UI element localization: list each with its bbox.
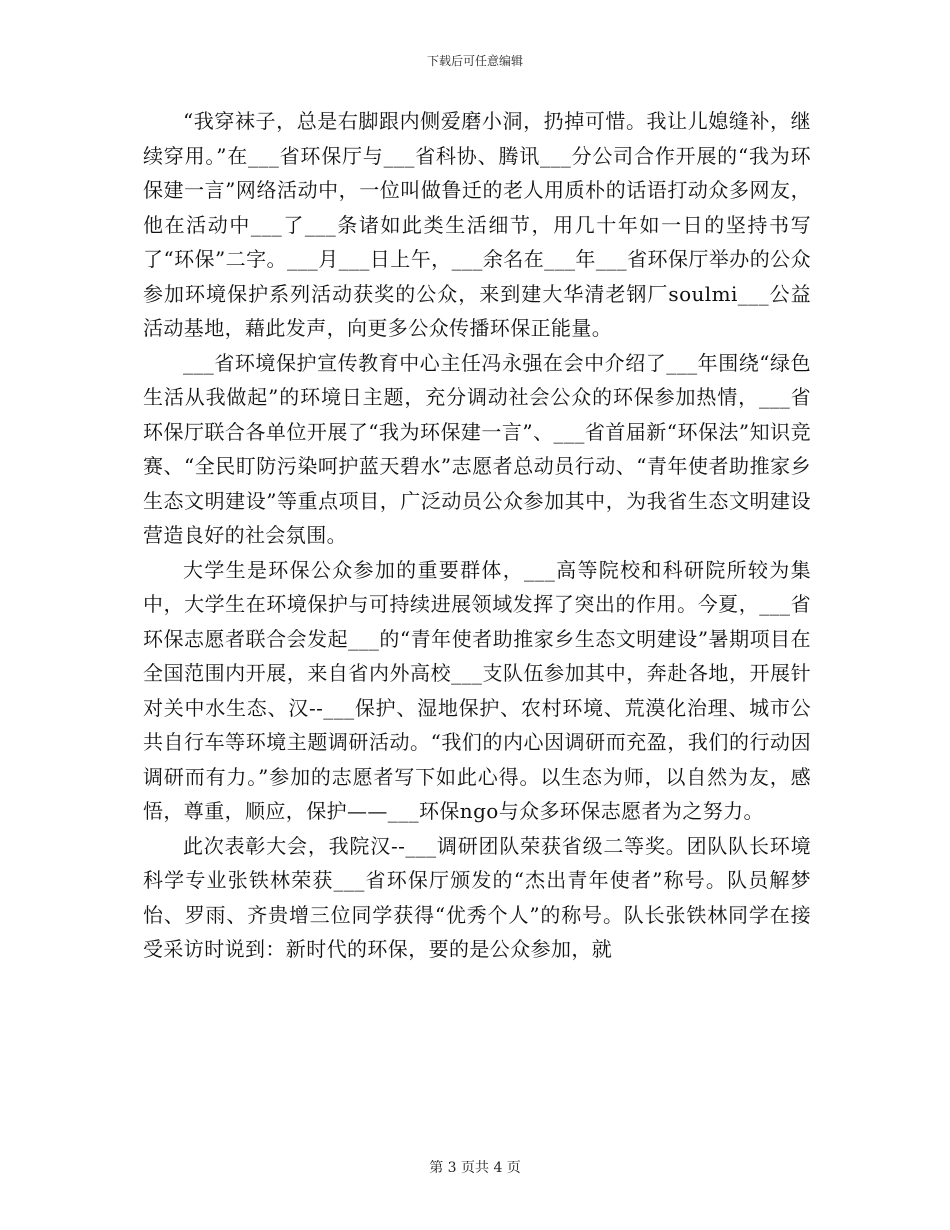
paragraph-4: 此次表彰大会，我院汉--___调研团队荣获省级二等奖。团队队长环境科学专业张铁林荣获___省环保厅颁发的“杰出青年使者”称号。队员解梦怡、罗雨、齐贵增三位同学获得“优秀个人”的称号。队长张铁林同学在接受采访时说到：新时代的环保，要的是公众参加，就 [143,833,811,961]
paragraph-3: 大学生是环保公众参加的重要群体，___高等院校和科研院所较为集中，大学生在环境保护与可持续进展领域发挥了突出的作用。今夏，___省环保志愿者联合会发起___的“青年使者助推家乡生态文明建设”暑期项目在全国范围内开展，来自省内外高校___支队伍参加其中，奔赴各地，开展针对关中水生态、汉--___保护、湿地保护、农村环境、荒漠化治理、城市公共自行车等环境主题调研活动。“我们的内心因调研而充盈，我们的行动因调研而有力。”参加的志愿者写下如此心得。以生态为师，以自然为友，感悟，尊重，顺应，保护——___环保ngo与众多环保志愿者为之努力。 [143,557,811,823]
document-body [143,104,811,967]
paragraph-2: ___省环境保护宣传教育中心主任冯永强在会中介绍了___年围绕“绿色生活从我做起”的环境日主题，充分调动社会公众的环保参加热情，___省环保厅联合各单位开展了“我为环保建一言”、___省首届新“环保法”知识竞赛、“全民盯防污染呵护蓝天碧水”志愿者总动员行动、“青年使者助推家乡生态文明建设”等重点项目，广泛动员公众参加其中，为我省生态文明建设营造良好的社会氛围。 [143,350,811,547]
page-footer: 第 3 页共 4 页 [429,1160,521,1176]
paragraph-1: “我穿袜子，总是右脚跟内侧爱磨小洞，扔掉可惜。我让儿媳缝补，继续穿用。”在___省环保厅与___省科协、腾讯___分公司合作开展的“我为环保建一言”网络活动中，一位叫做鲁迁的老人用质朴的话语打动众多网友，他在活动中___了___条诸如此类生活细节，用几十年如一日的坚持书写了“环保”二字。___月___日上午，___余名在___年___省环保厅举办的公众参加环境保护系列活动获奖的公众，来到建大华清老钢厂soulmi___公益活动基地，藉此发声，向更多公众传播环保正能量。 [143,109,811,340]
page-header: 下载后可任意编辑 [426,54,523,68]
